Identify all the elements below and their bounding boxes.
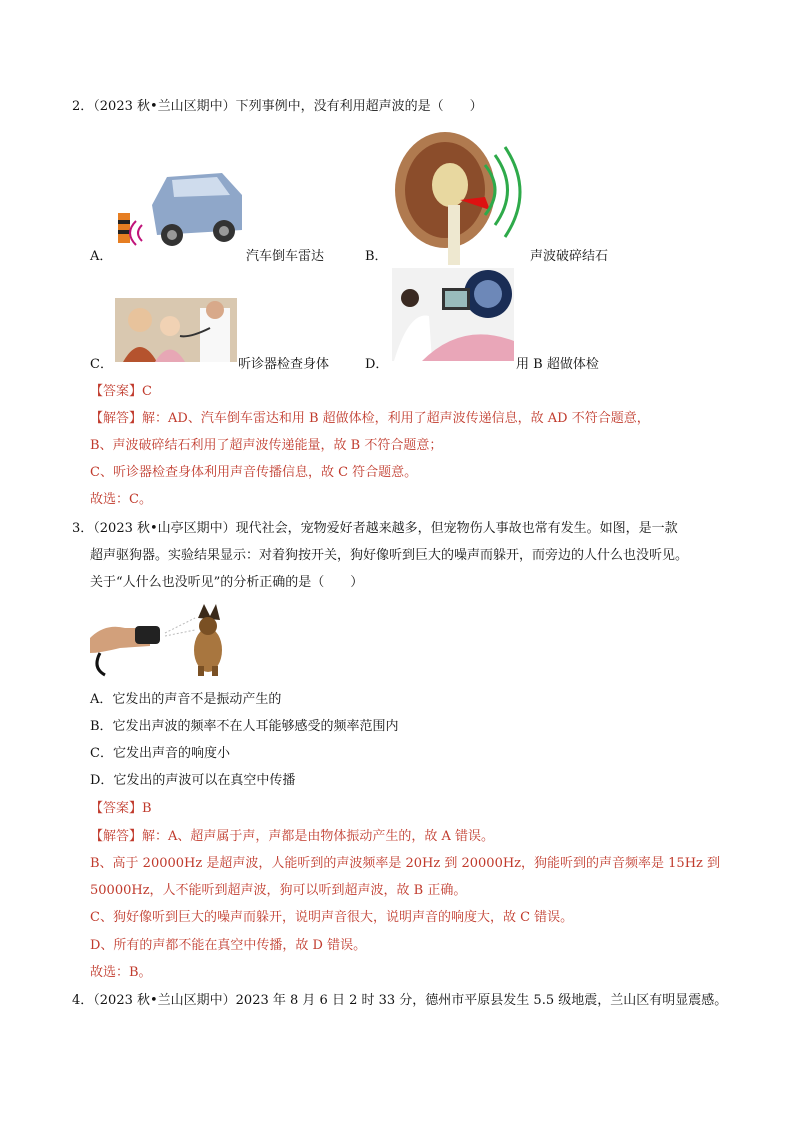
q3-option-c: C．它发出声音的响度小 [90, 746, 230, 761]
q2-option-b-letter: B． [365, 249, 388, 264]
q2-answer-label: 【答案】 [90, 384, 143, 399]
q2-analysis-line-1: 【解答】解：AD、汽车倒车雷达和用 B 超做体检，利用了超声波传递信息，故 AD 不符合题意， [90, 411, 650, 426]
q3-analysis-label: 【解答】 [90, 829, 143, 844]
q2-option-c-text: 听诊器检查身体 [238, 357, 330, 372]
q3-analysis-line-5: D、所有的声都不能在真空中传播，故 D 错误。 [90, 938, 367, 953]
kidney-stone-image [390, 125, 530, 265]
q3-analysis-line-2: B、高于 20000Hz 是超声波，人能听到的声波频率是 20Hz 到 20000Hz，狗能听到的声音频率是 15Hz 到 [90, 856, 721, 871]
q2-option-d-text: 用 B 超做体检 [516, 357, 599, 372]
q2-option-b-text: 声波破碎结石 [530, 249, 609, 264]
q2-option-a-letter: A． [90, 249, 113, 264]
q3-analysis-line-1: 【解答】解：A、超声属于声，声都是由物体振动产生的，故 A 错误。 [90, 829, 495, 844]
stethoscope-image [115, 298, 237, 362]
q2-option-a-text: 汽车倒车雷达 [246, 249, 325, 264]
q3-analysis-line-4: C、狗好像听到巨大的噪声而躲开，说明声音很大，说明声音的响度大，故 C 错误。 [90, 910, 574, 925]
dog-repeller-image [90, 598, 230, 678]
q3-option-d: D．它发出的声波可以在真空中传播 [90, 773, 296, 788]
q2-option-c-letter: C． [90, 357, 113, 372]
q2-analysis-line-2: B、声波破碎结石利用了超声波传递能量，故 B 不符合题意； [90, 438, 443, 453]
q2-option-d-letter: D． [365, 357, 389, 372]
car-radar-image [112, 165, 244, 260]
q3-option-b: B．它发出声波的频率不在人耳能够感受的频率范围内 [90, 719, 399, 734]
q3-answer [90, 797, 152, 816]
q3-analysis-line-3: 50000Hz，人不能听到超声波，狗可以听到超声波，故 B 正确。 [90, 883, 467, 898]
q4-stem: 4．（2023 秋•兰山区期中）2023 年 8 月 6 日 2 时 33 分，德州市平原县发生 5.5 级地震，兰山区有明显震感。 [72, 993, 728, 1008]
q3-answer-value: B [142, 801, 152, 816]
q3-stem-line-3: 关于“人什么也没听见”的分析正确的是（ ） [90, 575, 364, 590]
q2-answer-value: C [142, 384, 152, 399]
q3-answer-label: 【答案】 [90, 801, 143, 816]
q2-choose: 故选：C。 [90, 492, 152, 507]
ultrasound-image [392, 268, 514, 361]
q3-choose: 故选：B。 [90, 965, 152, 980]
q2-stem: 2．（2023 秋•兰山区期中）下列事例中，没有利用超声波的是（ ） [72, 99, 483, 114]
q2-answer [90, 380, 152, 399]
q2-analysis-label: 【解答】 [90, 411, 143, 426]
q2-analysis-line-3: C、听诊器检查身体利用声音传播信息，故 C 符合题意。 [90, 465, 418, 480]
q3-stem-line-1: 3．（2023 秋•山亭区期中）现代社会，宠物爱好者越来越多，但宠物伤人事故也常有发生。如图，是一款 [72, 521, 678, 536]
q3-stem-line-2: 超声驱狗器。实验结果显示：对着狗按开关，狗好像听到巨大的噪声而躲开，而旁边的人什么也没听见。 [90, 548, 689, 563]
q3-option-a: A．它发出的声音不是振动产生的 [90, 692, 282, 707]
